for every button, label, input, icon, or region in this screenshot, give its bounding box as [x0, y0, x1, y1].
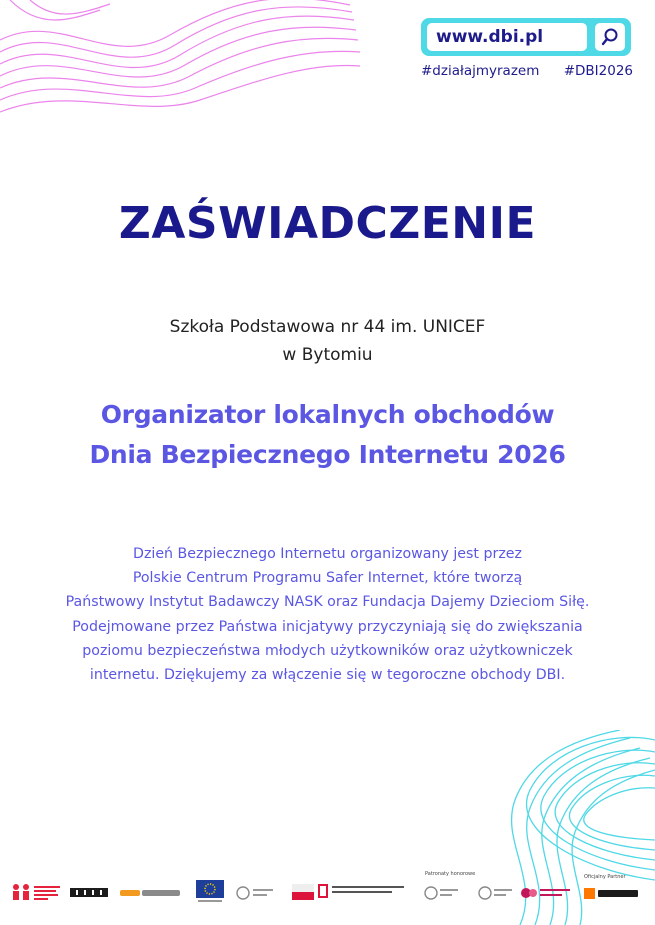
description-line: Polskie Centrum Programu Safer Internet, które tworzą	[132, 570, 523, 587]
description-line: Państwowy Instytut Badawczy NASK oraz Fundacja Dajemy Dzieciom Siłę.	[65, 594, 590, 611]
ministry-education-2-patron-logo	[478, 884, 514, 902]
hashtag-dzialajmyrazem[interactable]: #działajmyrazem	[421, 63, 540, 79]
ministry-digital-affairs-logo	[236, 884, 276, 902]
footer-logos	[0, 868, 655, 918]
orange-fundacja-logo	[584, 886, 640, 902]
description-line: poziomu bezpieczeństwa młodych użytkowników oraz użytkowniczek	[82, 642, 573, 659]
hashtag-dbi2026[interactable]: #DBI2026	[563, 63, 633, 79]
certificate-title: ZAŚWIADCZENIE	[118, 198, 537, 249]
fundacja-dajemy-dzieciom-sile-logo	[10, 882, 62, 904]
description	[10, 542, 645, 687]
nask-logo	[70, 886, 110, 900]
ministry-education-patron-logo	[424, 884, 460, 902]
official-partner-label: Oficjalny Partner	[584, 874, 626, 880]
search-input[interactable]: www.dbi.pl	[427, 23, 587, 51]
school-line-2: w Bytomiu	[282, 345, 373, 365]
description-line: Podejmowane przez Państwa inicjatywy przyczyniają się do zwiększania	[72, 618, 583, 635]
school-line-1: Szkoła Podstawowa nr 44 im. UNICEF	[169, 317, 486, 337]
decorative-waves-top	[0, 0, 360, 120]
saferinternet-logo	[120, 887, 182, 899]
poland-flag-logo	[292, 884, 314, 900]
role-heading	[0, 395, 655, 475]
role-line-2: Dnia Bezpiecznego Internetu 2026	[89, 440, 566, 469]
eu-flag-logo	[196, 880, 224, 904]
honorary-patronage-label: Patronaty honorowe	[425, 871, 476, 877]
search-bar	[421, 18, 631, 56]
funded-by-ministry-logo	[318, 882, 408, 902]
hashtags	[421, 63, 633, 79]
school-name	[0, 313, 655, 369]
description-line: internetu. Dziękujemy za włączenie się w tegoroczne obchody DBI.	[89, 667, 566, 684]
childrens-rights-ombudsman-logo	[520, 884, 572, 902]
search-icon	[595, 23, 625, 51]
search-button[interactable]	[595, 23, 625, 51]
role-line-1: Organizator lokalnych obchodów	[100, 400, 555, 429]
description-line: Dzień Bezpiecznego Internetu organizowany jest przez	[133, 546, 522, 562]
